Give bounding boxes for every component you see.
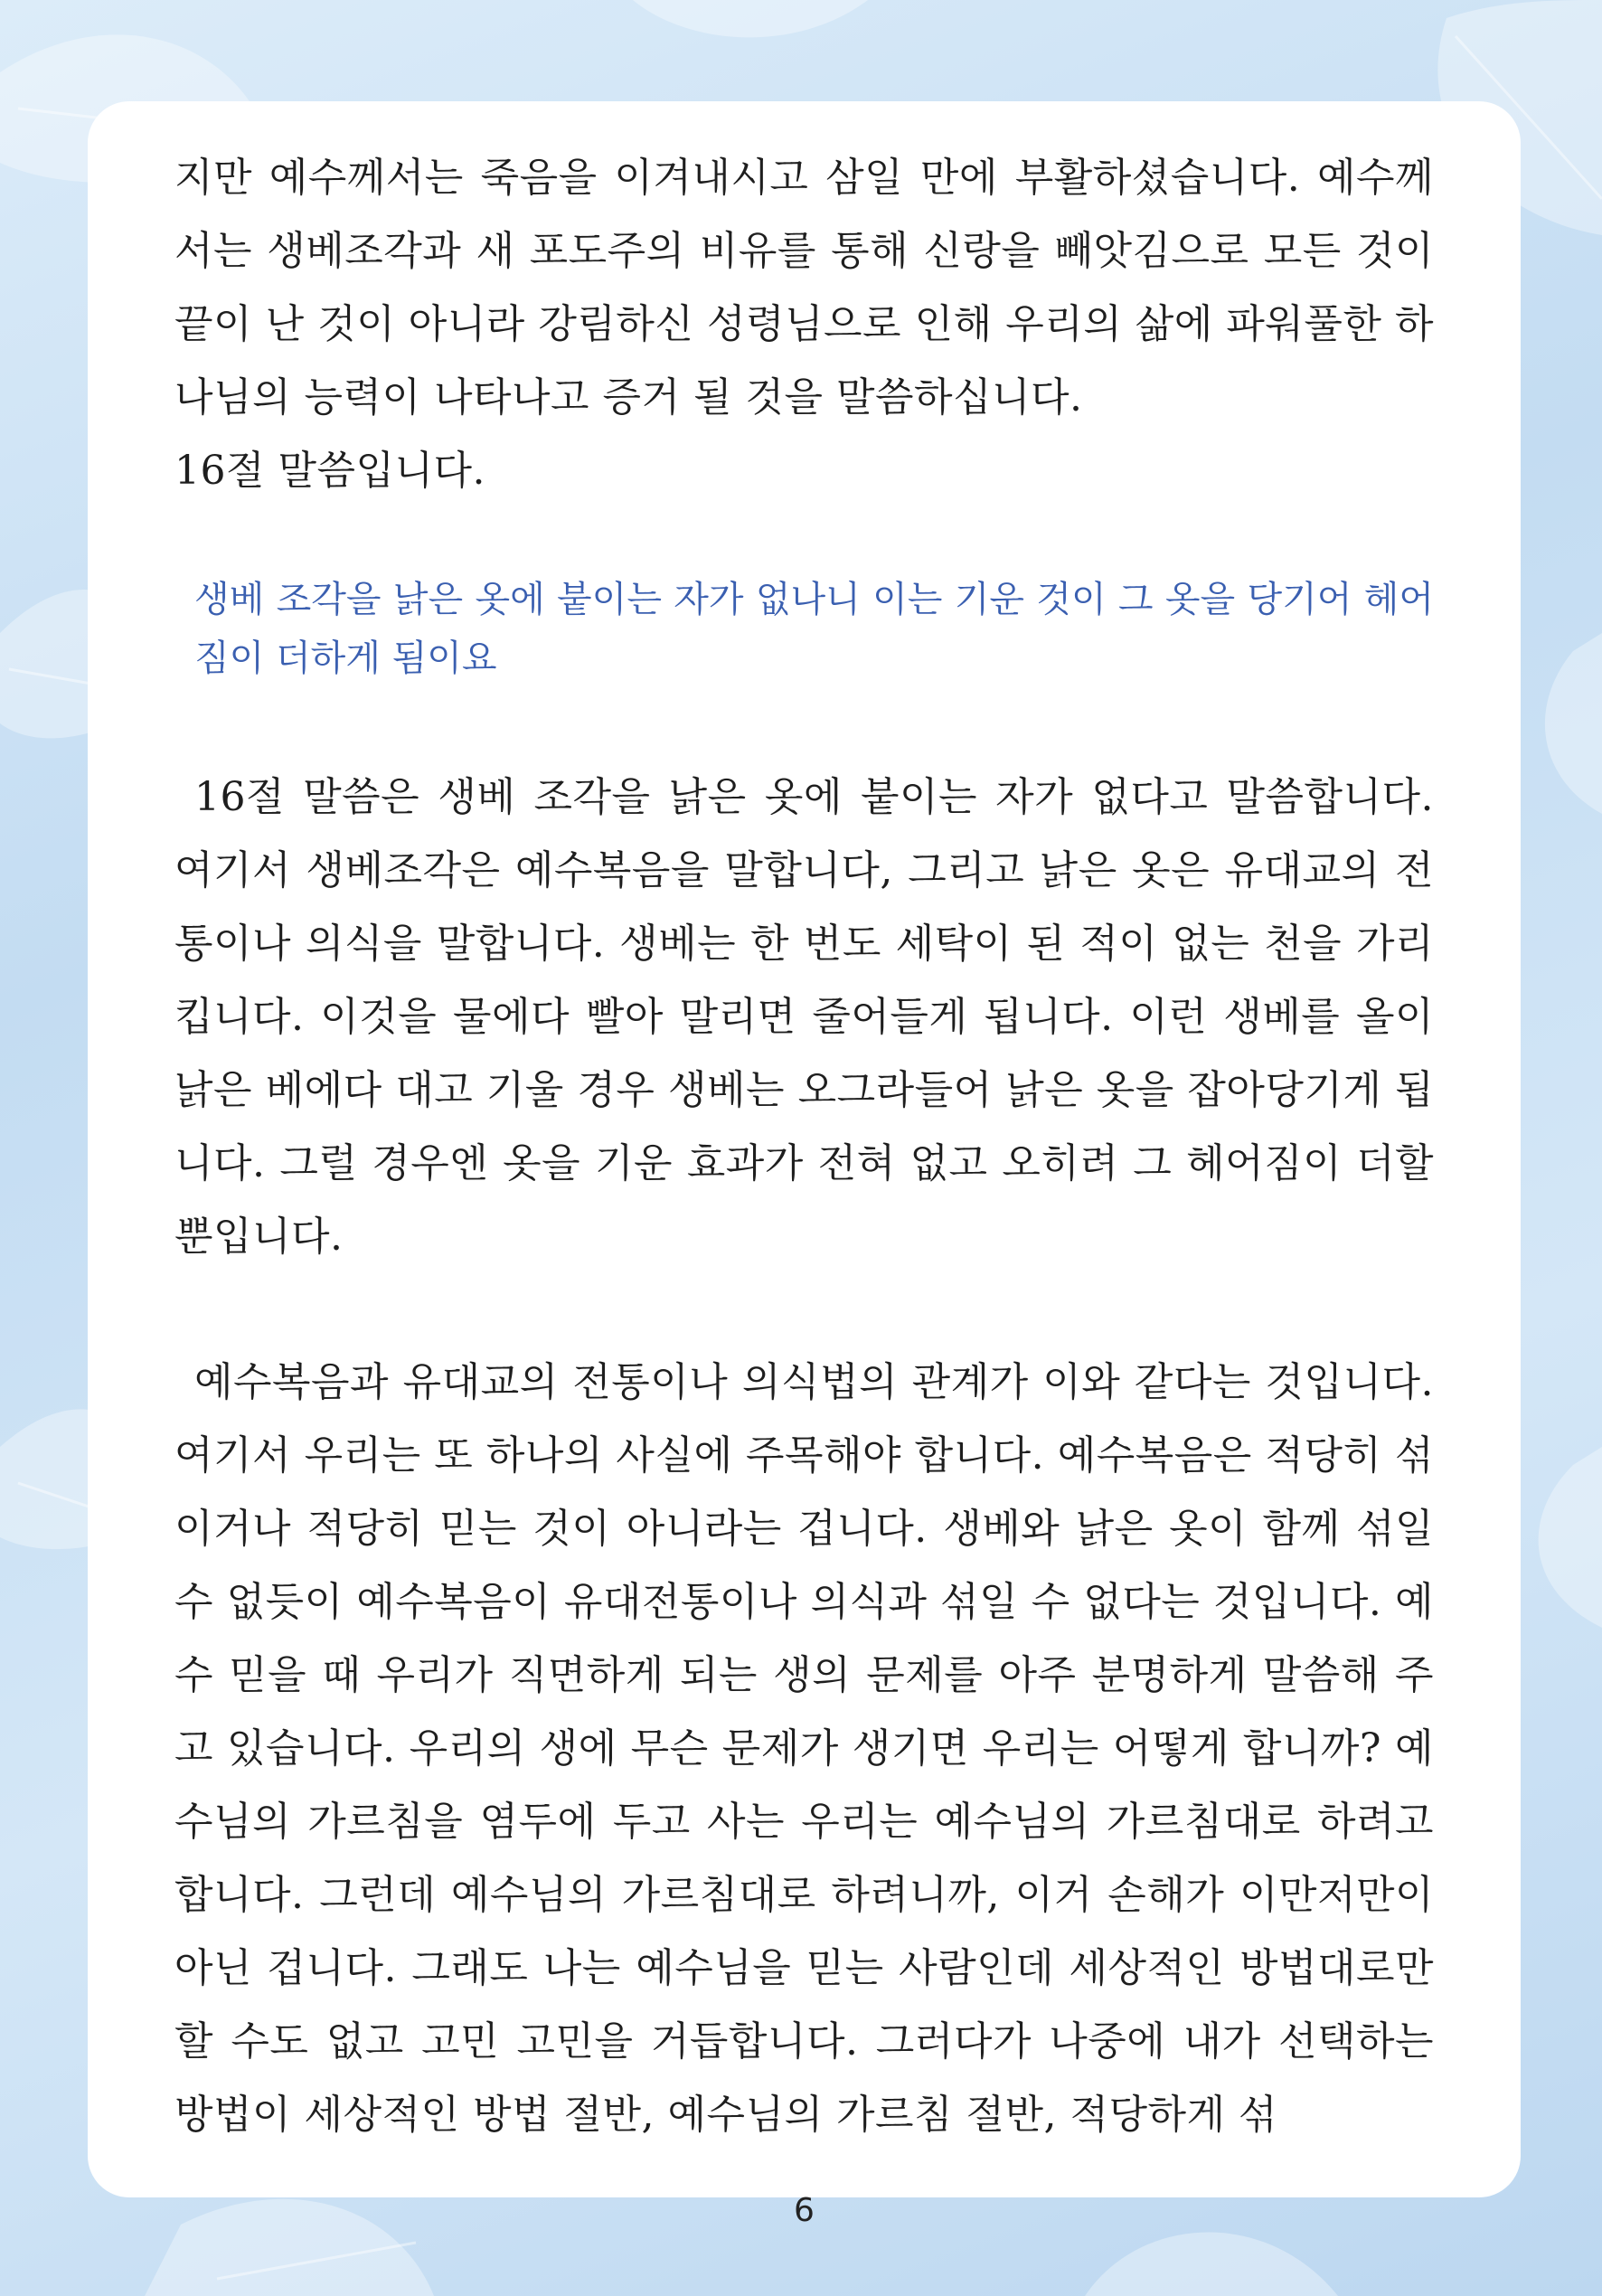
verse-intro: 16절 말씀입니다. <box>174 448 485 494</box>
body-paragraph-1: 지만 예수께서는 죽음을 이겨내시고 삼일 만에 부활하셨습니다. 예수께서는 생베조각과 새 포도주의 비유를 통해 신랑을 빼앗김으로 모든 것이 끝이 난 것이 아니라 강림하신 성령님으로 인해 우리의 삶에 파워풀한 하나님의 능력이 나타나고 증거 될 것을 말씀하십니다. <box>174 155 1434 420</box>
scripture-quote: 생베 조각을 낡은 옷에 붙이는 자가 없나니 이는 기운 것이 그 옷을 당기어 헤어짐이 더하게 됨이요 <box>194 579 1434 679</box>
page-number: 6 <box>794 2192 815 2229</box>
body-paragraph-2: 16절 말씀은 생베 조각을 낡은 옷에 붙이는 자가 없다고 말씀합니다. 여기서 생베조각은 예수복음을 말합니다, 그리고 낡은 옷은 유대교의 전통이나 의식을 말합니다. 생베는 한 번도 세탁이 된 적이 없는 천을 가리킵니다. 이것을 물에다 빨아 말리면 줄어들게 됩니다. 이런 생베를 올이 낡은 베에다 대고 기울 경우 생베는 오그라들어 낡은 옷을 잡아당기게 됩니다. 그럴 경우엔 옷을 기운 효과가 전혀 없고 오히려 그 헤어짐이 더할 뿐입니다. <box>174 774 1434 1260</box>
body-paragraph-3: 예수복음과 유대교의 전통이나 의식법의 관계가 이와 같다는 것입니다. 여기서 우리는 또 하나의 사실에 주목해야 합니다. 예수복음은 적당히 섞이거나 적당히 믿는 것이 아니라는 겁니다. 생베와 낡은 옷이 함께 섞일 수 없듯이 예수복음이 유대전통이나 의식과 섞일 수 없다는 것입니다. 예수 믿을 때 우리가 직면하게 되는 생의 문제를 아주 분명하게 말씀해 주고 있습니다. 우리의 생에 무슨 문제가 생기면 우리는 어떻게 합니까? 예수님의 가르침을 염두에 두고 사는 우리는 예수님의 가르침대로 하려고 합니다. 그런데 예수님의 가르침대로 하려니까, 이거 손해가 이만저만이 아닌 겁니다. 그래도 나는 예수님을 믿는 사람인데 세상적인 방법대로만 할 수도 없고 고민 고민을 거듭합니다. 그러다가 나중에 내가 선택하는 방법이 세상적인 방법 절반, 예수님의 가르침 절반, 적당하게 섞 <box>174 1359 1434 2138</box>
content-card <box>88 101 1521 2229</box>
